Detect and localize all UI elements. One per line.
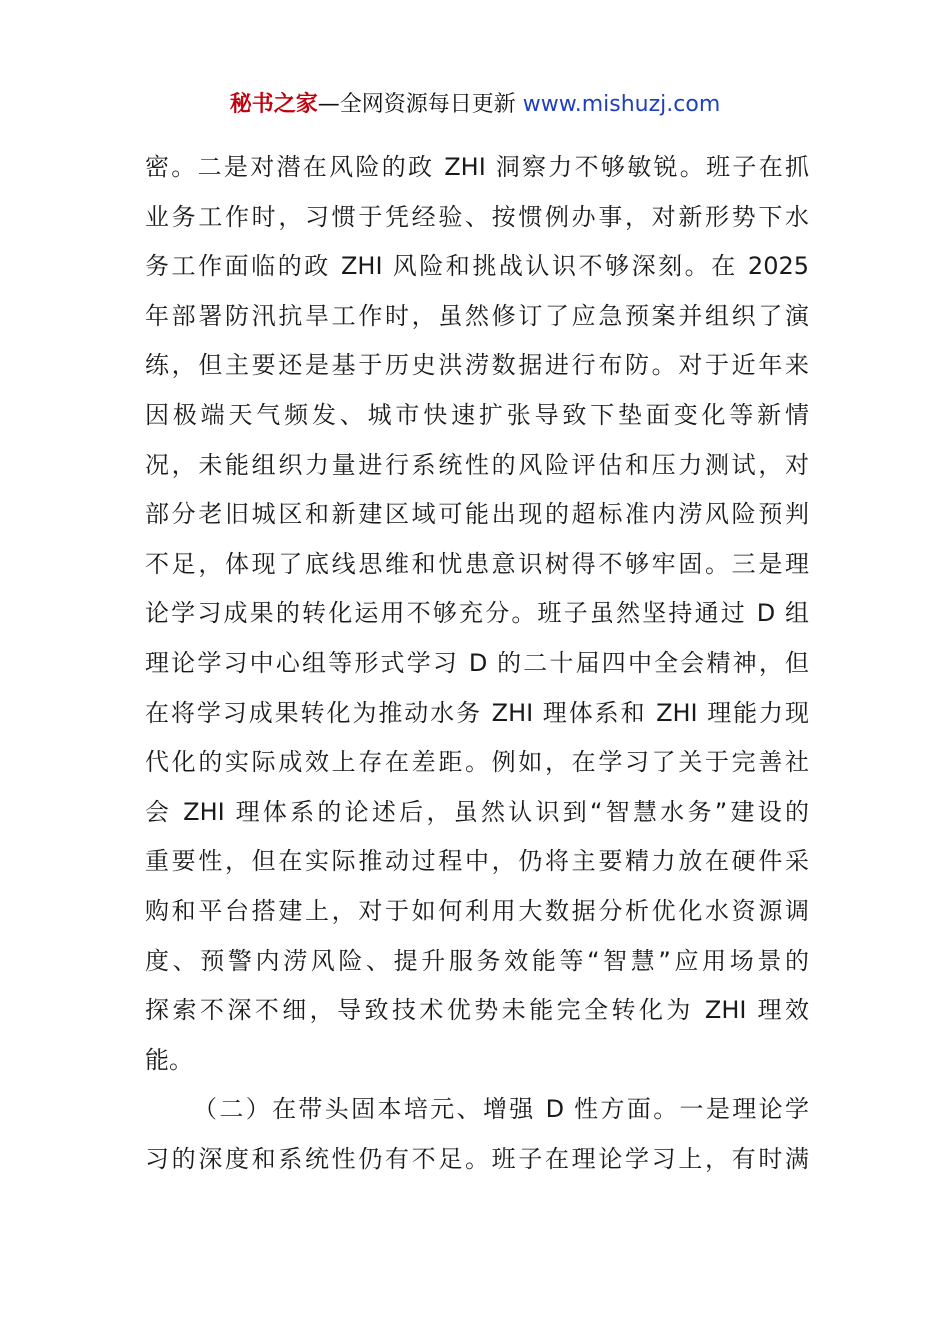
text-line: 理论学习中心组等形式学习 D 的二十届四中全会精神，但 [145,648,809,677]
brand-name: 秘书之家 [229,92,318,117]
text-line: 在将学习成果转化为推动水务 ZHI 理体系和 ZHI 理能力现 [145,698,809,727]
text-line: 度、预警内涝风险、提升服务效能等“智慧”应用场景的 [145,946,809,975]
text-line: 况，未能组织力量进行系统性的风险评估和压力测试，对 [145,450,809,479]
text-line: 代化的实际成效上存在差距。例如，在学习了关于完善社 [145,748,809,777]
text-line: 务工作面临的政 ZHI 风险和挑战认识不够深刻。在 2025 [145,252,809,281]
text-line: 习的深度和系统性仍有不足。班子在理论学习上，有时满 [145,1144,809,1173]
text-line: 业务工作时，习惯于凭经验、按惯例办事，对新形势下水 [145,202,809,231]
page-header [0,88,950,122]
text-line: 因极端天气频发、城市快速扩张导致下垫面变化等新情 [145,400,809,429]
text-line: 会 ZHI 理体系的论述后，虽然认识到“智慧水务”建设的 [145,797,809,826]
text-line: 不足，体现了底线思维和忧患意识树得不够牢固。三是理 [145,549,809,578]
paragraph-end-line: 能。 [145,1045,193,1074]
header-tagline: —全网资源每日更新 [317,92,523,117]
text-line: 部分老旧城区和新建区域可能出现的超标准内涝风险预判 [145,500,809,529]
text-line: 练，但主要还是基于历史洪涝数据进行布防。对于近年来 [145,351,809,380]
text-line: 年部署防汛抗旱工作时，虽然修订了应急预案并组织了演 [145,301,809,330]
section-heading-line: （二）在带头固本培元、增强 D 性方面。一是理论学 [193,1095,809,1124]
text-line: 论学习成果的转化运用不够充分。班子虽然坚持通过 D 组 [145,599,809,628]
site-url: www.mishuzj.com [522,92,721,117]
text-line: 重要性，但在实际推动过程中，仍将主要精力放在硬件采 [145,847,809,876]
text-line: 购和平台搭建上，对于如何利用大数据分析优化水资源调 [145,896,809,925]
text-line: 探索不深不细，导致技术优势未能完全转化为 ZHI 理效 [145,996,809,1025]
text-line: 密。二是对潜在风险的政 ZHI 洞察力不够敏锐。班子在抓 [145,153,809,181]
document-body [145,143,809,1184]
